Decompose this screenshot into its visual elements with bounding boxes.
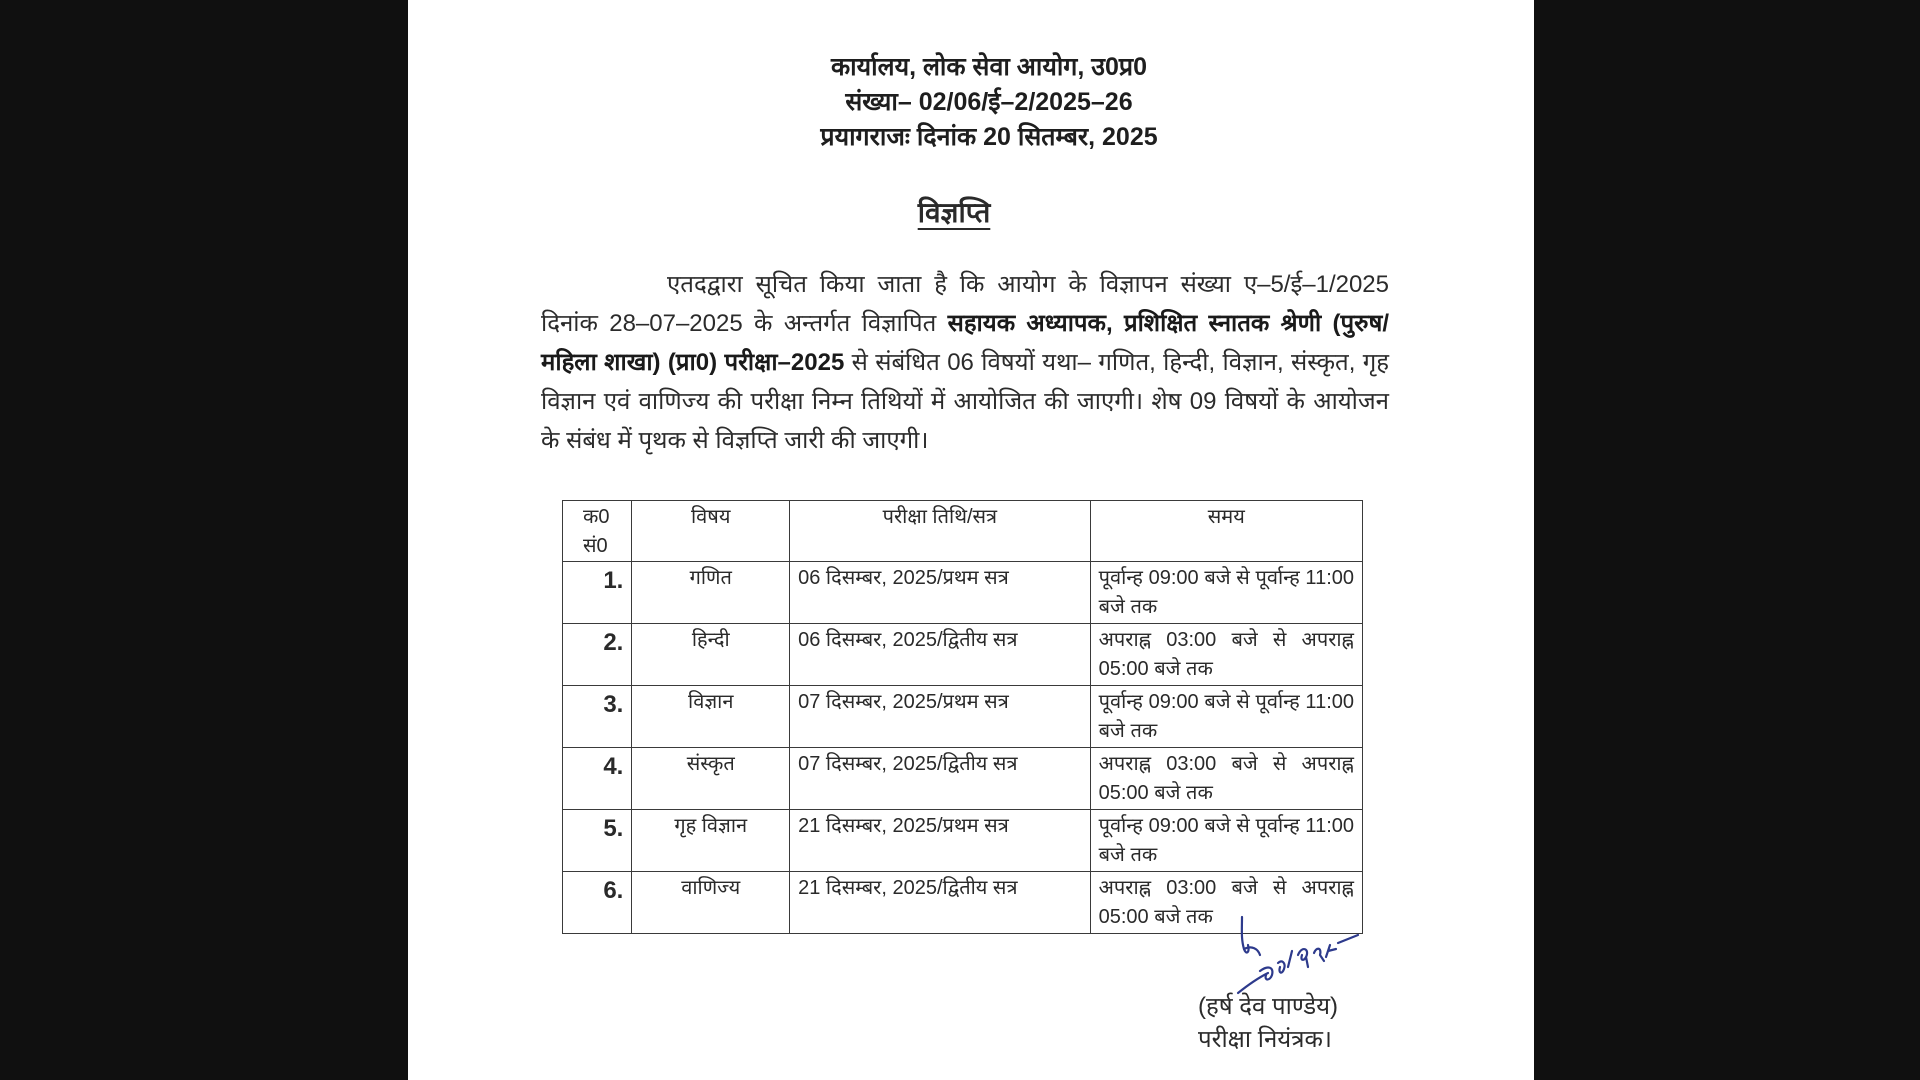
row-sno: 3.: [563, 686, 632, 748]
row-time: पूर्वान्ह 09:00 बजे से पूर्वान्ह 11:00 बजे तक: [1090, 562, 1362, 624]
letterhead: [408, 50, 1534, 155]
notice-title-wrap: [408, 193, 1534, 231]
row-date-session: 07 दिसम्बर, 2025/द्वितीय सत्र: [790, 748, 1091, 810]
notice-title: विज्ञप्ति: [917, 197, 991, 228]
table-row: [563, 748, 1363, 810]
signatory-designation: परीक्षा नियंत्रक।: [1198, 1026, 1332, 1053]
exam-schedule-table: [562, 500, 1363, 934]
body-part-1: एतदद्वारा सूचित किया जाता है कि आयोग के विज्ञापन संख्या ए–5/ई–1/2025 दिनांक 28–07–2025 के अन्तर्गत विज्ञापित: [541, 271, 1389, 337]
reference-number: संख्या– 02/06/ई–2/2025–26: [845, 88, 1133, 116]
row-sno: 4.: [563, 748, 632, 810]
row-sno: 1.: [563, 562, 632, 624]
header-time: समय: [1090, 501, 1362, 562]
row-date-session: 07 दिसम्बर, 2025/प्रथम सत्र: [790, 686, 1091, 748]
row-subject: वाणिज्य: [632, 872, 790, 934]
table-header-row: [563, 501, 1363, 562]
row-sno: 2.: [563, 624, 632, 686]
row-time: अपराह्न 03:00 बजे से अपराह्न 05:00 बजे तक: [1090, 872, 1362, 934]
row-subject: विज्ञान: [632, 686, 790, 748]
table-row: [563, 624, 1363, 686]
row-date-session: 06 दिसम्बर, 2025/प्रथम सत्र: [790, 562, 1091, 624]
table-row: [563, 686, 1363, 748]
row-subject: गृह विज्ञान: [632, 810, 790, 872]
place-date: प्रयागराजः दिनांक 20 सितम्बर, 2025: [820, 123, 1158, 151]
row-sno: 5.: [563, 810, 632, 872]
row-time: अपराह्न 03:00 बजे से अपराह्न 05:00 बजे तक: [1090, 624, 1362, 686]
body-part-2: से संबंधित 06 विषयों यथा– गणित, हिन्दी, विज्ञान, संस्कृत, गृह विज्ञान एवं वाणिज्य की परीक्षा निम्न तिथियों में आयोजित की जाएगी। शेष 09 विषयों के आयोजन के संबंध में पृथक से विज्ञप्ति जारी की जाएगी।: [541, 349, 1389, 454]
row-date-session: 21 दिसम्बर, 2025/द्वितीय सत्र: [790, 872, 1091, 934]
signatory-name: (हर्ष देव पाण्डेय): [1198, 993, 1339, 1020]
row-sno: 6.: [563, 872, 632, 934]
row-time: पूर्वान्ह 09:00 बजे से पूर्वान्ह 11:00 बजे तक: [1090, 810, 1362, 872]
row-date-session: 06 दिसम्बर, 2025/द्वितीय सत्र: [790, 624, 1091, 686]
header-sno: क0 सं0: [563, 501, 632, 562]
row-time: अपराह्न 03:00 बजे से अपराह्न 05:00 बजे तक: [1090, 748, 1362, 810]
table-row: [563, 810, 1363, 872]
office-name: कार्यालय, लोक सेवा आयोग, उ0प्र0: [830, 53, 1147, 81]
row-subject: हिन्दी: [632, 624, 790, 686]
notice-body: [541, 265, 1389, 460]
document-page: [408, 0, 1534, 1080]
row-subject: संस्कृत: [632, 748, 790, 810]
row-subject: गणित: [632, 562, 790, 624]
exam-name: सहायक अध्यापक, प्रशिक्षित स्नातक श्रेणी (पुरुष/महिला शाखा) (प्रा0) परीक्षा–2025: [541, 310, 1390, 376]
table-row: [563, 562, 1363, 624]
row-date-session: 21 दिसम्बर, 2025/प्रथम सत्र: [790, 810, 1091, 872]
row-time: पूर्वान्ह 09:00 बजे से पूर्वान्ह 11:00 बजे तक: [1090, 686, 1362, 748]
header-date-session: परीक्षा तिथि/सत्र: [790, 501, 1091, 562]
header-subject: विषय: [632, 501, 790, 562]
signatory-block: [1198, 990, 1338, 1056]
